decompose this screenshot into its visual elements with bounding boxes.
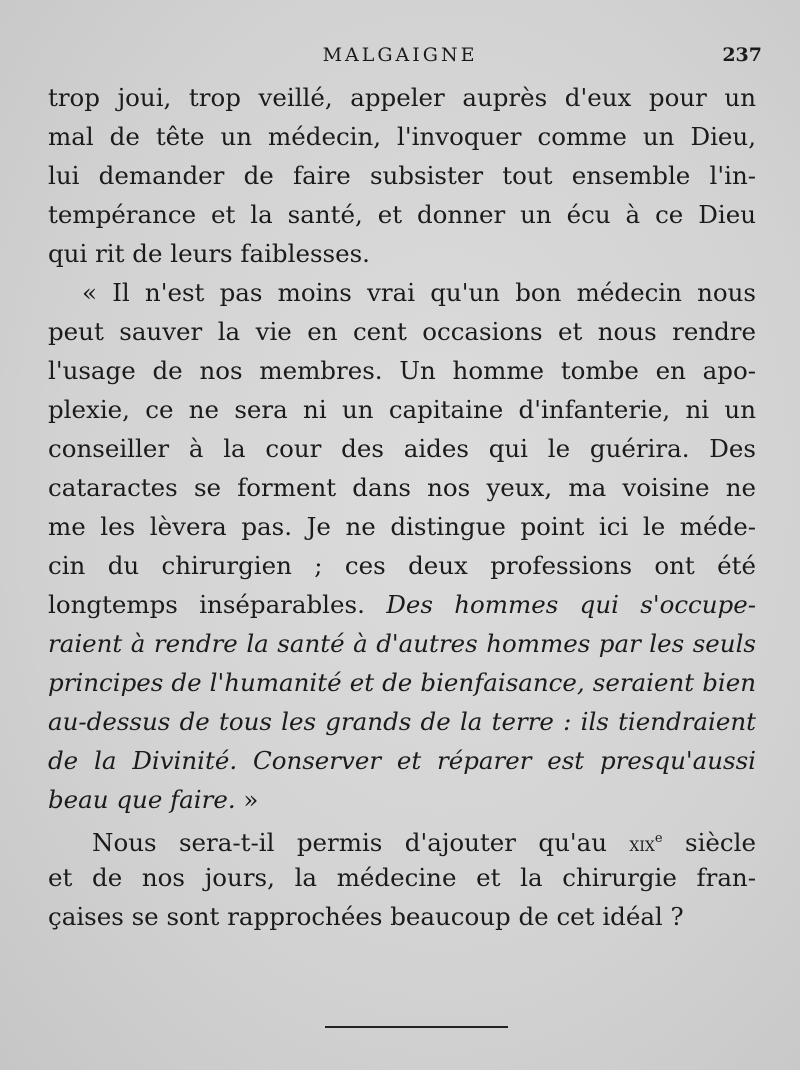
text-line <box>48 819 756 858</box>
superscript: e <box>654 831 663 846</box>
text-line-italic: au-dessus de tous les grands de la terre : ils tiendraient <box>48 707 756 736</box>
text-italic: Des hommes qui s'occupe- <box>386 590 757 619</box>
text-line: me les lèvera pas. Je ne distingue point ici le méde- <box>48 512 756 541</box>
text-line: cin du chirurgien ; ces deux professions ont été <box>48 551 756 580</box>
text-line <box>48 780 756 819</box>
text-line-italic: principes de l'humanité et de bienfaisance, seraient bien <box>48 668 756 697</box>
text-line: peut sauver la vie en cent occasions et nous rendre <box>48 317 756 346</box>
running-head-title: MALGAIGNE <box>322 44 478 66</box>
end-rule <box>325 1026 508 1028</box>
text-line: plexie, ce ne sera ni un capitaine d'infanterie, ni un <box>48 395 756 424</box>
text-line: lui demander de faire subsister tout ensemble l'in- <box>48 161 756 190</box>
text-line: trop joui, trop veillé, appeler auprès d'eux pour un <box>48 83 756 112</box>
text-italic: beau que faire. <box>48 785 236 814</box>
text-line: l'usage de nos membres. Un homme tombe en apo- <box>48 356 756 385</box>
body-text <box>48 78 756 936</box>
text-line: cataractes se forment dans nos yeux, ma voisine ne <box>48 473 756 502</box>
text-line: « Il n'est pas moins vrai qu'un bon médecin nous <box>82 278 756 307</box>
text-line: çaises se sont rapprochées beaucoup de cet idéal ? <box>48 902 684 931</box>
century-numeral: xix <box>629 832 655 856</box>
text-line-italic: raient à rendre la santé à d'autres hommes par les seuls <box>48 629 756 658</box>
text-line: mal de tête un médecin, l'invoquer comme un Dieu, <box>48 122 756 151</box>
text-line: conseiller à la cour des aides qui le guérira. Des <box>48 434 756 463</box>
page-number: 237 <box>722 44 762 66</box>
text-roman: longtemps inséparables. <box>48 590 365 619</box>
text-line <box>48 585 756 624</box>
text-line-italic: de la Divinité. Conserver et réparer est presqu'aussi <box>48 746 756 775</box>
text-line: et de nos jours, la médecine et la chirurgie fran- <box>48 863 756 892</box>
text-line: tempérance et la santé, et donner un écu à ce Dieu <box>48 200 756 229</box>
text-roman: siècle <box>662 828 756 857</box>
text-line: qui rit de leurs faiblesses. <box>48 239 370 268</box>
text-roman: Nous sera-t-il permis d'ajouter qu'au <box>92 828 630 857</box>
running-head <box>0 44 800 70</box>
closing-quote: » <box>235 785 259 814</box>
